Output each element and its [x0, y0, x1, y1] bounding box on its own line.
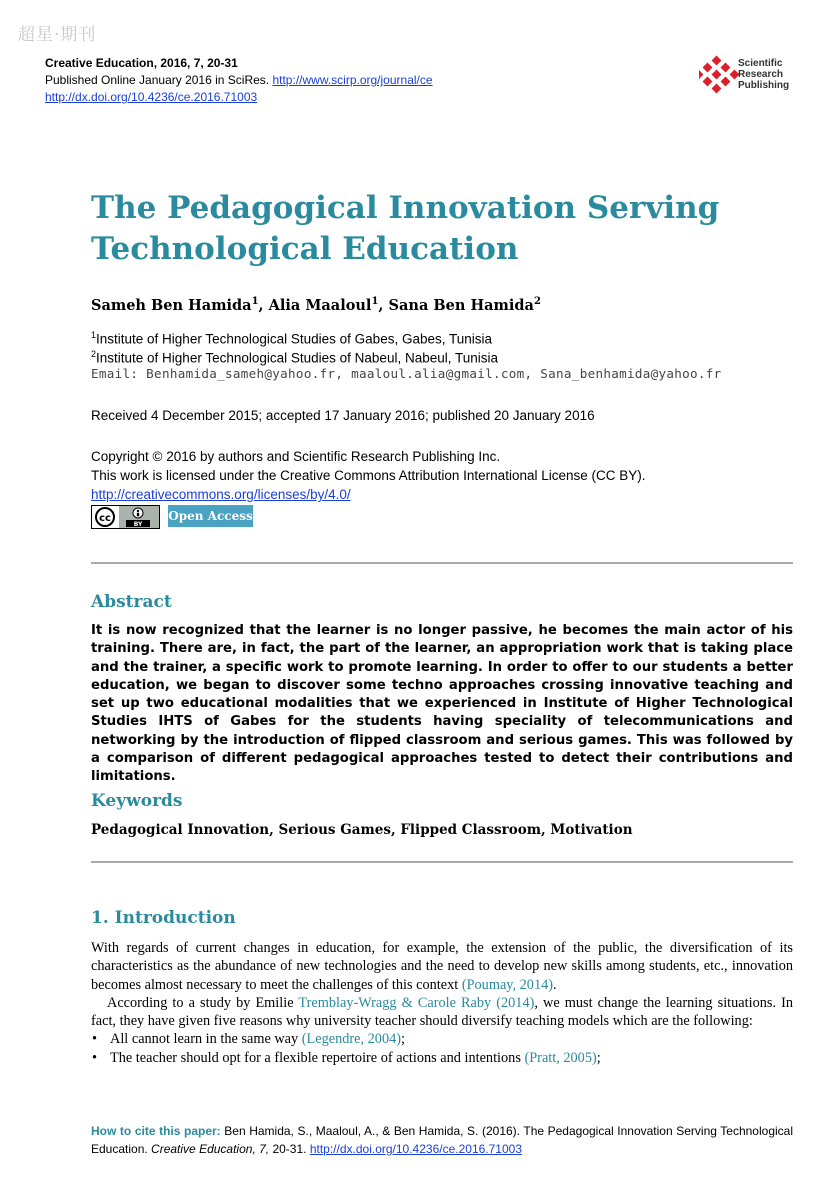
- keywords-text: Pedagogical Innovation, Serious Games, Flipped Classroom, Motivation: [91, 822, 633, 838]
- logo-line-2: Research: [738, 69, 784, 80]
- introduction-heading: 1. Introduction: [91, 908, 236, 928]
- intro-paragraph-1: [91, 939, 793, 994]
- author-2-sup: 1: [371, 296, 379, 307]
- how-to-cite: [91, 1122, 793, 1158]
- paper-title: The Pedagogical Innovation Serving Technological Education: [91, 190, 720, 267]
- author-emails: Email: Benhamida_sameh@yahoo.fr, maaloul.alia@gmail.com, Sana_benhamida@yahoo.fr: [91, 366, 722, 381]
- bullet-2-text: The teacher should opt for a flexible repertoire of actions and intentions: [110, 1049, 525, 1066]
- introduction-body: [91, 939, 793, 1067]
- divider-top: [91, 562, 793, 564]
- journal-citation: Creative Education, 2016, 7, 20-31: [45, 56, 238, 70]
- cc-by-icon: [92, 506, 159, 528]
- received-dates: Received 4 December 2015; accepted 17 January 2016; published 20 January 2016: [91, 408, 595, 423]
- watermark-text: 超星·期刊: [18, 25, 97, 45]
- ref-poumay[interactable]: (Poumay, 2014): [461, 976, 554, 993]
- divider-bottom: [91, 861, 793, 863]
- logo-line-3: Publishing: [738, 80, 790, 91]
- published-line: [45, 72, 433, 89]
- ref-pratt[interactable]: (Pratt, 2005): [524, 1049, 597, 1066]
- authors: Sameh Ben Hamida$^1$, Alia Maaloul$^1$, Sana Ben Hamida$^2$: [91, 296, 541, 314]
- affiliation-2: [91, 345, 498, 368]
- journal-info: [45, 55, 238, 72]
- license-url-line: [91, 485, 351, 504]
- author-3: Sana Ben Hamida: [388, 296, 534, 314]
- bullet-2-end: ;: [596, 1049, 601, 1066]
- keywords-heading: Keywords: [91, 791, 183, 811]
- abstract-heading: Abstract: [91, 592, 172, 612]
- cite-label: How to cite this paper:: [91, 1124, 221, 1138]
- list-item: [91, 1049, 793, 1067]
- reasons-list: [91, 1030, 793, 1067]
- by-label: BY: [133, 521, 143, 528]
- cite-text: Ben Hamida, S., Maaloul, A., & Ben Hamida, S. (2016). The Pedagogical Innovation Serving Technological Education.: [91, 1124, 793, 1156]
- author-3-sup: 2: [533, 296, 541, 307]
- author-2: Alia Maaloul: [268, 296, 372, 314]
- bullet-1-end: ;: [401, 1031, 405, 1048]
- bullet-1-text: All cannot learn in the same way: [110, 1031, 302, 1048]
- cc-label: cc: [99, 513, 111, 524]
- logo-line-1: Scientific: [738, 58, 783, 69]
- affiliation-2-sup: 2: [91, 349, 97, 359]
- copyright-line: Copyright © 2016 by authors and Scientific Research Publishing Inc.: [91, 449, 501, 464]
- intro-p2-text: , we must change the learning situations. In fact, they have given five reasons why university teacher should diversify teaching models which are the following:: [91, 994, 794, 1030]
- open-access-badge[interactable]: Open Access: [168, 505, 253, 527]
- author-1: Sameh Ben Hamida: [91, 296, 252, 314]
- intro-p2-start: According to a study by Emilie: [107, 994, 299, 1011]
- publisher-name: [738, 58, 789, 91]
- license-line: This work is licensed under the Creative Commons Attribution International License (CC BY).: [91, 468, 646, 483]
- journal-link[interactable]: http://www.scirp.org/journal/ce: [272, 73, 433, 87]
- ref-legendre[interactable]: (Legendre, 2004): [301, 1031, 402, 1048]
- license-link[interactable]: http://creativecommons.org/licenses/by/4.0/: [91, 487, 351, 502]
- cite-pages: 20-31.: [269, 1142, 310, 1156]
- cite-doi-link[interactable]: http://dx.doi.org/10.4236/ce.2016.71003: [309, 1142, 522, 1156]
- ref-tremblay-raby[interactable]: Tremblay-Wragg & Carole Raby (2014): [298, 994, 535, 1011]
- affiliation-2-text: Institute of Higher Technological Studies of Nabeul, Nabeul, Tunisia: [96, 350, 499, 366]
- intro-p1-end: .: [553, 976, 557, 993]
- abstract-text: It is now recognized that the learner is no longer passive, he becomes the main actor of his training. There are, in fact, the part of the learner, an appropriation work that is taking place and the trainer, a specific work to promote learning. In order to offer to our students a better education, we began to discover some techno approaches crossing innovative teaching and set up two educational modalities that we experienced in Institute of Higher Technological Studies IHTS of Gabes for the students having speciality of telecommunications and networking by the introduction of flipped classroom and serious games. This was followed by a comparison of different pedagogical approaches tested to detect their contributions and limitations.: [91, 623, 793, 785]
- doi-line: [45, 89, 257, 106]
- cc-by-badge[interactable]: [91, 505, 160, 529]
- cite-journal: Creative Education, 7,: [151, 1142, 270, 1156]
- list-item: [91, 1030, 793, 1048]
- affiliation-1-text: Institute of Higher Technological Studies of Gabes, Gabes, Tunisia: [96, 331, 492, 347]
- affiliation-1-sup: 1: [91, 330, 97, 340]
- author-1-sup: 1: [251, 296, 259, 307]
- published-prefix: Published Online January 2016 in SciRes.: [45, 73, 273, 87]
- intro-paragraph-2: [91, 994, 793, 1031]
- doi-link[interactable]: http://dx.doi.org/10.4236/ce.2016.71003: [45, 90, 258, 104]
- intro-p1-text: With regards of current changes in education, for example, the extension of the public, the diversification of its characteristics as the abundance of new technologies and the need to develop new skills among students, etc., innovation becomes almost necessary to meet the challenges of this context: [91, 940, 793, 993]
